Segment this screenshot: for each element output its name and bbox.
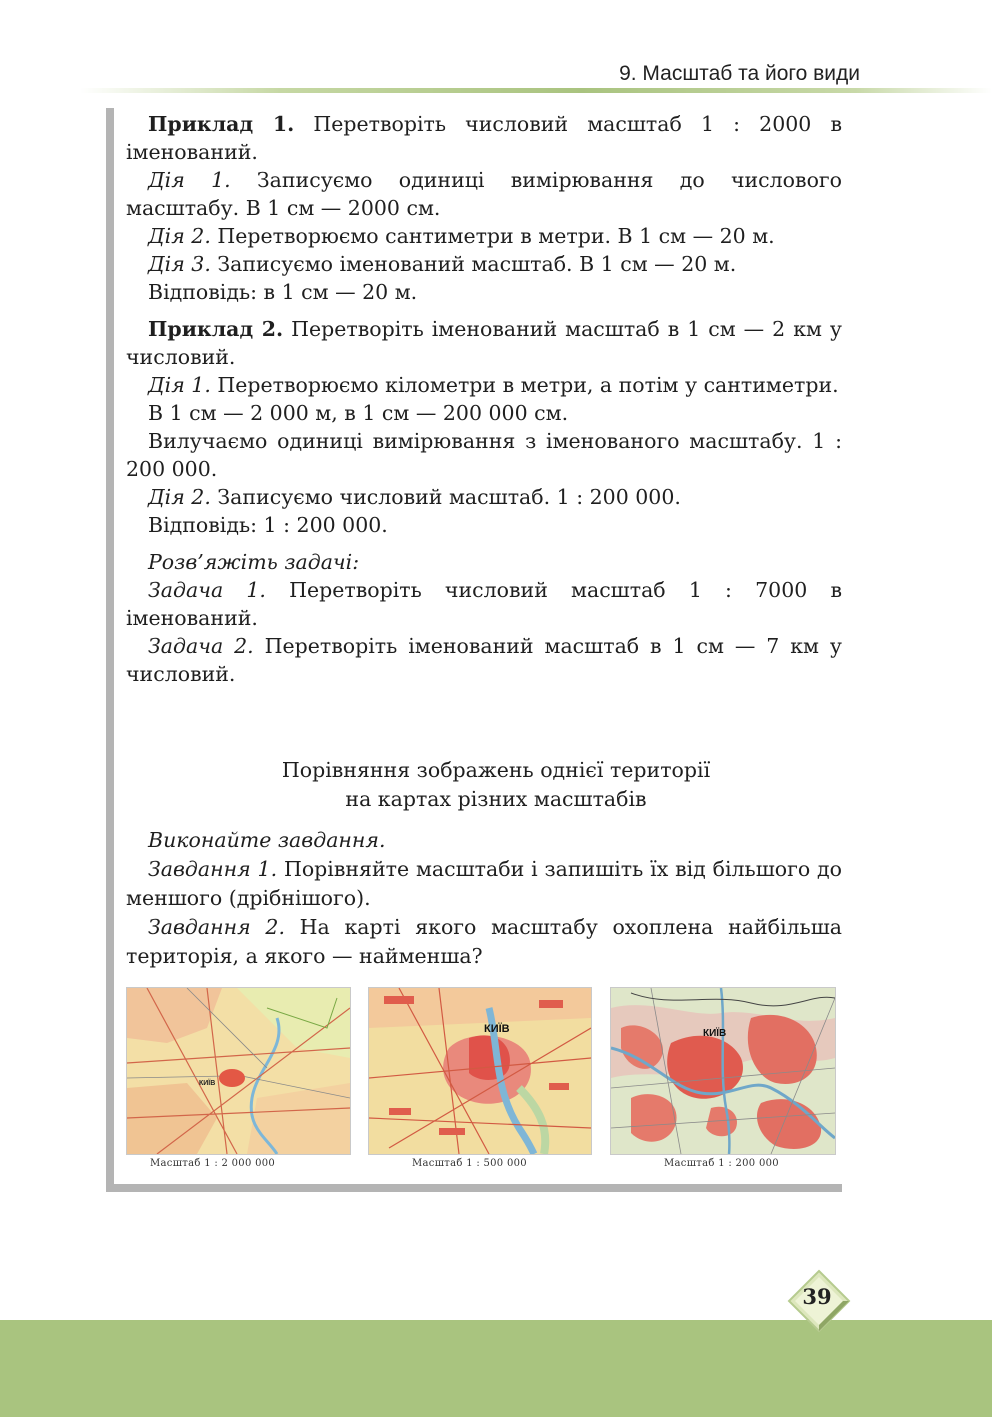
- example1-label: Приклад 1.: [148, 112, 295, 136]
- map1-caption: Масштаб 1 : 2 000 000: [150, 1158, 276, 1169]
- comparison-tasks: [126, 826, 842, 971]
- example2-answer: Відповідь: 1 : 200 000.: [148, 513, 388, 537]
- comparison-task1: [126, 855, 842, 913]
- example1-step3: [126, 250, 842, 278]
- example2-task-text: Перетворіть іменований масштаб в 1 см — 2 км у числовий.: [126, 317, 842, 369]
- example1-step1-label: Дія 1.: [148, 168, 231, 192]
- task1: [126, 576, 842, 632]
- example2-step2-label: Дія 2.: [148, 485, 211, 509]
- task2: [126, 632, 842, 688]
- example2-step1: [126, 371, 842, 399]
- task2-text: Перетворіть іменований масштаб в 1 см — 7 км у числовий.: [126, 634, 842, 686]
- map1-city-label: КИЇВ: [199, 1080, 216, 1087]
- comparison-task2-text: На карті якого масштабу охоплена найбільша територія, а якого — найменша?: [126, 915, 842, 968]
- example1-step3-label: Дія 3.: [148, 252, 211, 276]
- comparison-title-line1: Порівняння зображень однієї території: [281, 758, 711, 782]
- map3-caption: Масштаб 1 : 200 000: [664, 1158, 779, 1169]
- example2-line2: В 1 см — 2 000 м, в 1 см — 200 000 см.: [148, 401, 569, 425]
- example2-task: [126, 315, 842, 371]
- task1-text: Перетворіть числовий масштаб 1 : 7000 в іменований.: [126, 578, 842, 630]
- comparison-title-line2: на картах різних масштабів: [345, 787, 647, 811]
- example2-step1-text: Перетворюємо кілометри в метри, а потім у сантиметри.: [210, 373, 839, 397]
- map-medium-scale: [368, 987, 592, 1155]
- map-small-scale: [126, 987, 351, 1155]
- example2-label: Приклад 2.: [148, 317, 284, 341]
- task2-label: Задача 2.: [148, 634, 254, 658]
- map2-caption: Масштаб 1 : 500 000: [412, 1158, 527, 1169]
- comparison-task1-label: Завдання 1.: [148, 857, 278, 881]
- page-number: 39: [802, 1284, 832, 1309]
- example1-step2: [126, 222, 842, 250]
- page-number-badge: [785, 1267, 853, 1335]
- comparison-heading: Виконайте завдання.: [148, 828, 386, 852]
- comparison-title: [126, 756, 866, 814]
- example1-answer: Відповідь: в 1 см — 20 м.: [148, 280, 418, 304]
- examples-block: [126, 110, 842, 688]
- task1-label: Задача 1.: [148, 578, 266, 602]
- example1-step1-text: Записуємо одиниці вимірювання до числового масштабу. В 1 см — 2000 см.: [126, 168, 842, 220]
- comparison-task2: [126, 913, 842, 971]
- header-rule: [80, 88, 992, 93]
- map2-city-label: КИЇВ: [484, 1023, 510, 1035]
- example1-step2-label: Дія 2.: [148, 224, 211, 248]
- example1-step3-text: Записуємо іменований масштаб. В 1 см — 20 м.: [210, 252, 737, 276]
- example2-step1-label: Дія 1.: [148, 373, 211, 397]
- comparison-task1-text: Порівняйте масштаби і запишіть їх від більшого до меншого (дрібнішого).: [126, 857, 843, 910]
- comparison-task2-label: Завдання 2.: [148, 915, 285, 939]
- example2-step2: [126, 483, 842, 511]
- tasks-heading: Розв’яжіть задачі:: [148, 550, 360, 574]
- map3-city-label: КИЇВ: [703, 1028, 727, 1039]
- section-header-title: 9. Масштаб та його види: [619, 62, 860, 85]
- example2-step2-text: Записуємо числовий масштаб. 1 : 200 000.: [210, 485, 681, 509]
- example2-line3: Вилучаємо одиниці вимірювання з іменованого масштабу. 1 : 200 000.: [126, 429, 842, 481]
- map-large-scale: [610, 987, 836, 1155]
- example1-step1: [126, 166, 842, 222]
- example1-step2-text: Перетворюємо сантиметри в метри. В 1 см — 20 м.: [210, 224, 775, 248]
- example1-task: [126, 110, 842, 166]
- example1-task-text: Перетворіть числовий масштаб 1 : 2000 в іменований.: [126, 112, 842, 164]
